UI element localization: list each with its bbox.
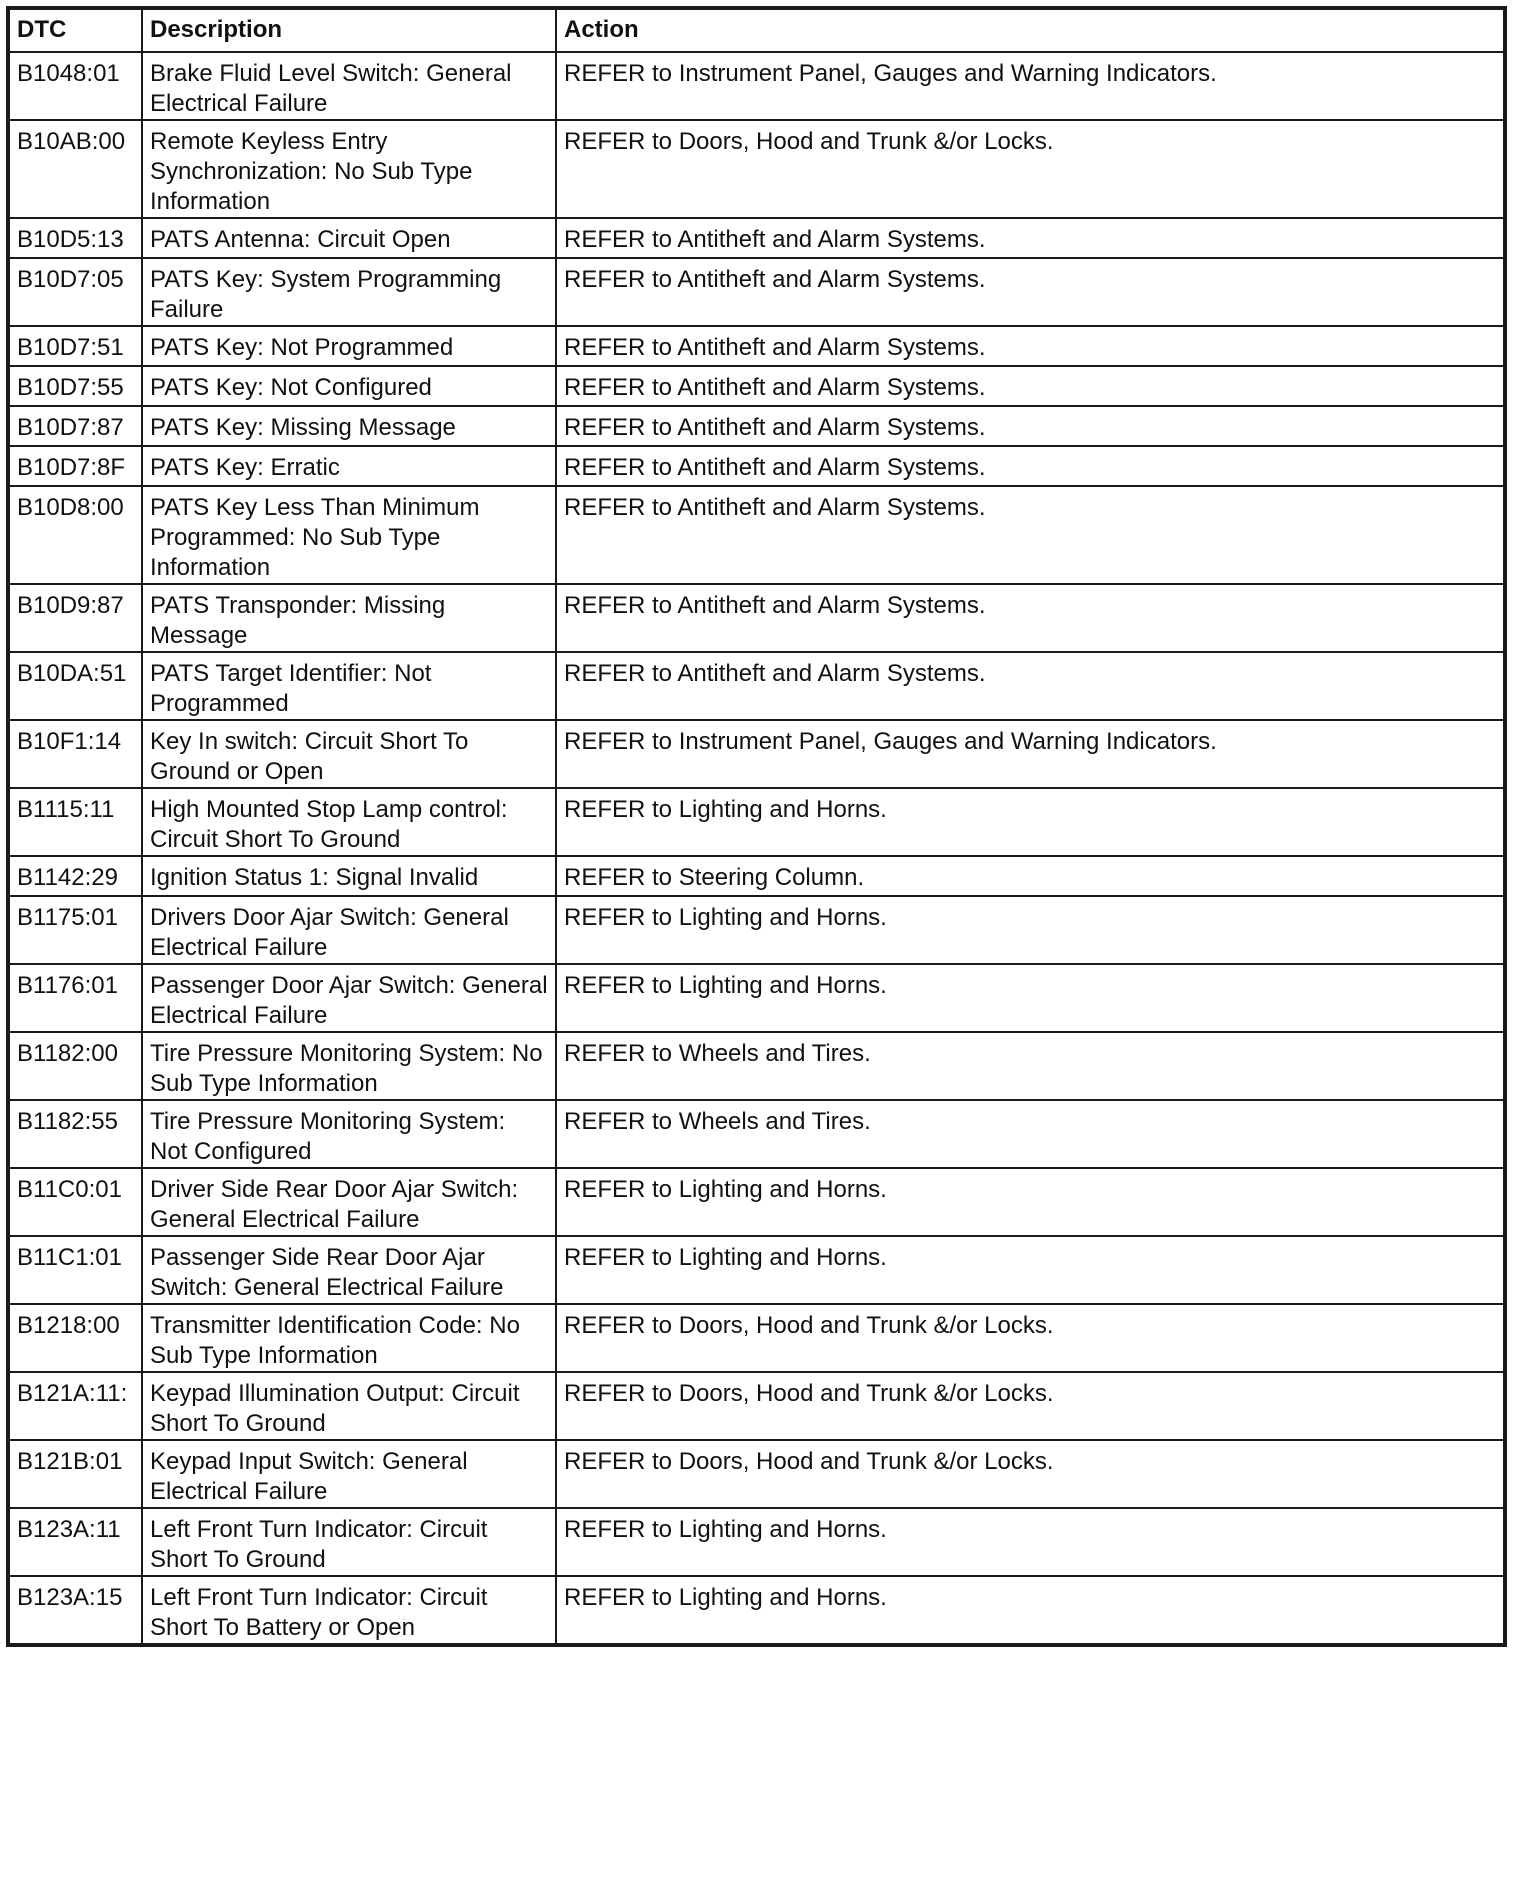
dtc-cell: B123A:11 bbox=[8, 1508, 142, 1576]
table-row bbox=[8, 366, 1505, 406]
dtc-cell: B11C1:01 bbox=[8, 1236, 142, 1304]
action-cell: REFER to Doors, Hood and Trunk &/or Locks. bbox=[556, 120, 1505, 218]
description-cell: Driver Side Rear Door Ajar Switch: General Electrical Failure bbox=[142, 1168, 556, 1236]
dtc-cell: B121A:11: bbox=[8, 1372, 142, 1440]
table-row bbox=[8, 1508, 1505, 1576]
action-cell: REFER to Wheels and Tires. bbox=[556, 1100, 1505, 1168]
header-dtc: DTC bbox=[8, 8, 142, 52]
description-cell: Remote Keyless Entry Synchronization: No Sub Type Information bbox=[142, 120, 556, 218]
description-cell: Passenger Side Rear Door Ajar Switch: General Electrical Failure bbox=[142, 1236, 556, 1304]
dtc-cell: B10D7:55 bbox=[8, 366, 142, 406]
description-cell: Ignition Status 1: Signal Invalid bbox=[142, 856, 556, 896]
description-cell: PATS Key: Missing Message bbox=[142, 406, 556, 446]
table-row bbox=[8, 896, 1505, 964]
table-row bbox=[8, 964, 1505, 1032]
dtc-cell: B11C0:01 bbox=[8, 1168, 142, 1236]
action-cell: REFER to Doors, Hood and Trunk &/or Locks. bbox=[556, 1304, 1505, 1372]
action-cell: REFER to Wheels and Tires. bbox=[556, 1032, 1505, 1100]
header-description: Description bbox=[142, 8, 556, 52]
action-cell: REFER to Lighting and Horns. bbox=[556, 1236, 1505, 1304]
dtc-cell: B10AB:00 bbox=[8, 120, 142, 218]
dtc-cell: B10DA:51 bbox=[8, 652, 142, 720]
action-cell: REFER to Lighting and Horns. bbox=[556, 896, 1505, 964]
action-cell: REFER to Antitheft and Alarm Systems. bbox=[556, 584, 1505, 652]
description-cell: High Mounted Stop Lamp control: Circuit Short To Ground bbox=[142, 788, 556, 856]
dtc-cell: B10D9:87 bbox=[8, 584, 142, 652]
header-row bbox=[8, 8, 1505, 52]
description-cell: Left Front Turn Indicator: Circuit Short To Battery or Open bbox=[142, 1576, 556, 1645]
action-cell: REFER to Antitheft and Alarm Systems. bbox=[556, 446, 1505, 486]
action-cell: REFER to Antitheft and Alarm Systems. bbox=[556, 258, 1505, 326]
table-row bbox=[8, 1168, 1505, 1236]
description-cell: Transmitter Identification Code: No Sub Type Information bbox=[142, 1304, 556, 1372]
action-cell: REFER to Antitheft and Alarm Systems. bbox=[556, 326, 1505, 366]
action-cell: REFER to Antitheft and Alarm Systems. bbox=[556, 652, 1505, 720]
description-cell: Keypad Input Switch: General Electrical Failure bbox=[142, 1440, 556, 1508]
dtc-cell: B1142:29 bbox=[8, 856, 142, 896]
table-row bbox=[8, 406, 1505, 446]
dtc-cell: B10D7:51 bbox=[8, 326, 142, 366]
table-row bbox=[8, 1304, 1505, 1372]
table-row bbox=[8, 326, 1505, 366]
action-cell: REFER to Lighting and Horns. bbox=[556, 1576, 1505, 1645]
description-cell: Keypad Illumination Output: Circuit Short To Ground bbox=[142, 1372, 556, 1440]
action-cell: REFER to Antitheft and Alarm Systems. bbox=[556, 218, 1505, 258]
description-cell: PATS Key Less Than Minimum Programmed: No Sub Type Information bbox=[142, 486, 556, 584]
description-cell: PATS Key: Erratic bbox=[142, 446, 556, 486]
table-row bbox=[8, 258, 1505, 326]
action-cell: REFER to Antitheft and Alarm Systems. bbox=[556, 486, 1505, 584]
description-cell: PATS Key: Not Configured bbox=[142, 366, 556, 406]
table-row bbox=[8, 218, 1505, 258]
table-row bbox=[8, 120, 1505, 218]
table-row bbox=[8, 652, 1505, 720]
dtc-cell: B1182:00 bbox=[8, 1032, 142, 1100]
action-cell: REFER to Instrument Panel, Gauges and Warning Indicators. bbox=[556, 52, 1505, 120]
table-row bbox=[8, 486, 1505, 584]
description-cell: PATS Antenna: Circuit Open bbox=[142, 218, 556, 258]
dtc-cell: B1175:01 bbox=[8, 896, 142, 964]
table-row bbox=[8, 446, 1505, 486]
table-row bbox=[8, 788, 1505, 856]
dtc-cell: B1048:01 bbox=[8, 52, 142, 120]
description-cell: PATS Transponder: Missing Message bbox=[142, 584, 556, 652]
action-cell: REFER to Doors, Hood and Trunk &/or Locks. bbox=[556, 1440, 1505, 1508]
dtc-cell: B10D8:00 bbox=[8, 486, 142, 584]
description-cell: PATS Key: System Programming Failure bbox=[142, 258, 556, 326]
action-cell: REFER to Lighting and Horns. bbox=[556, 1508, 1505, 1576]
action-cell: REFER to Antitheft and Alarm Systems. bbox=[556, 406, 1505, 446]
dtc-cell: B10F1:14 bbox=[8, 720, 142, 788]
description-cell: Passenger Door Ajar Switch: General Electrical Failure bbox=[142, 964, 556, 1032]
table-row bbox=[8, 856, 1505, 896]
dtc-cell: B1218:00 bbox=[8, 1304, 142, 1372]
dtc-cell: B1182:55 bbox=[8, 1100, 142, 1168]
dtc-cell: B10D7:8F bbox=[8, 446, 142, 486]
table-row bbox=[8, 52, 1505, 120]
action-cell: REFER to Lighting and Horns. bbox=[556, 1168, 1505, 1236]
table-row bbox=[8, 1440, 1505, 1508]
dtc-cell: B10D7:87 bbox=[8, 406, 142, 446]
action-cell: REFER to Steering Column. bbox=[556, 856, 1505, 896]
dtc-cell: B10D7:05 bbox=[8, 258, 142, 326]
table-row bbox=[8, 1236, 1505, 1304]
description-cell: PATS Target Identifier: Not Programmed bbox=[142, 652, 556, 720]
dtc-cell: B1176:01 bbox=[8, 964, 142, 1032]
table-row bbox=[8, 584, 1505, 652]
dtc-table bbox=[6, 6, 1507, 1647]
table-row bbox=[8, 1032, 1505, 1100]
description-cell: Left Front Turn Indicator: Circuit Short To Ground bbox=[142, 1508, 556, 1576]
action-cell: REFER to Antitheft and Alarm Systems. bbox=[556, 366, 1505, 406]
table-row bbox=[8, 1100, 1505, 1168]
dtc-cell: B10D5:13 bbox=[8, 218, 142, 258]
table-row bbox=[8, 720, 1505, 788]
action-cell: REFER to Doors, Hood and Trunk &/or Locks. bbox=[556, 1372, 1505, 1440]
dtc-cell: B1115:11 bbox=[8, 788, 142, 856]
dtc-cell: B123A:15 bbox=[8, 1576, 142, 1645]
dtc-cell: B121B:01 bbox=[8, 1440, 142, 1508]
table-row bbox=[8, 1576, 1505, 1645]
table-row bbox=[8, 1372, 1505, 1440]
description-cell: PATS Key: Not Programmed bbox=[142, 326, 556, 366]
header-action: Action bbox=[556, 8, 1505, 52]
action-cell: REFER to Lighting and Horns. bbox=[556, 964, 1505, 1032]
description-cell: Brake Fluid Level Switch: General Electrical Failure bbox=[142, 52, 556, 120]
description-cell: Tire Pressure Monitoring System: Not Configured bbox=[142, 1100, 556, 1168]
action-cell: REFER to Instrument Panel, Gauges and Warning Indicators. bbox=[556, 720, 1505, 788]
description-cell: Drivers Door Ajar Switch: General Electrical Failure bbox=[142, 896, 556, 964]
description-cell: Tire Pressure Monitoring System: No Sub Type Information bbox=[142, 1032, 556, 1100]
action-cell: REFER to Lighting and Horns. bbox=[556, 788, 1505, 856]
description-cell: Key In switch: Circuit Short To Ground or Open bbox=[142, 720, 556, 788]
